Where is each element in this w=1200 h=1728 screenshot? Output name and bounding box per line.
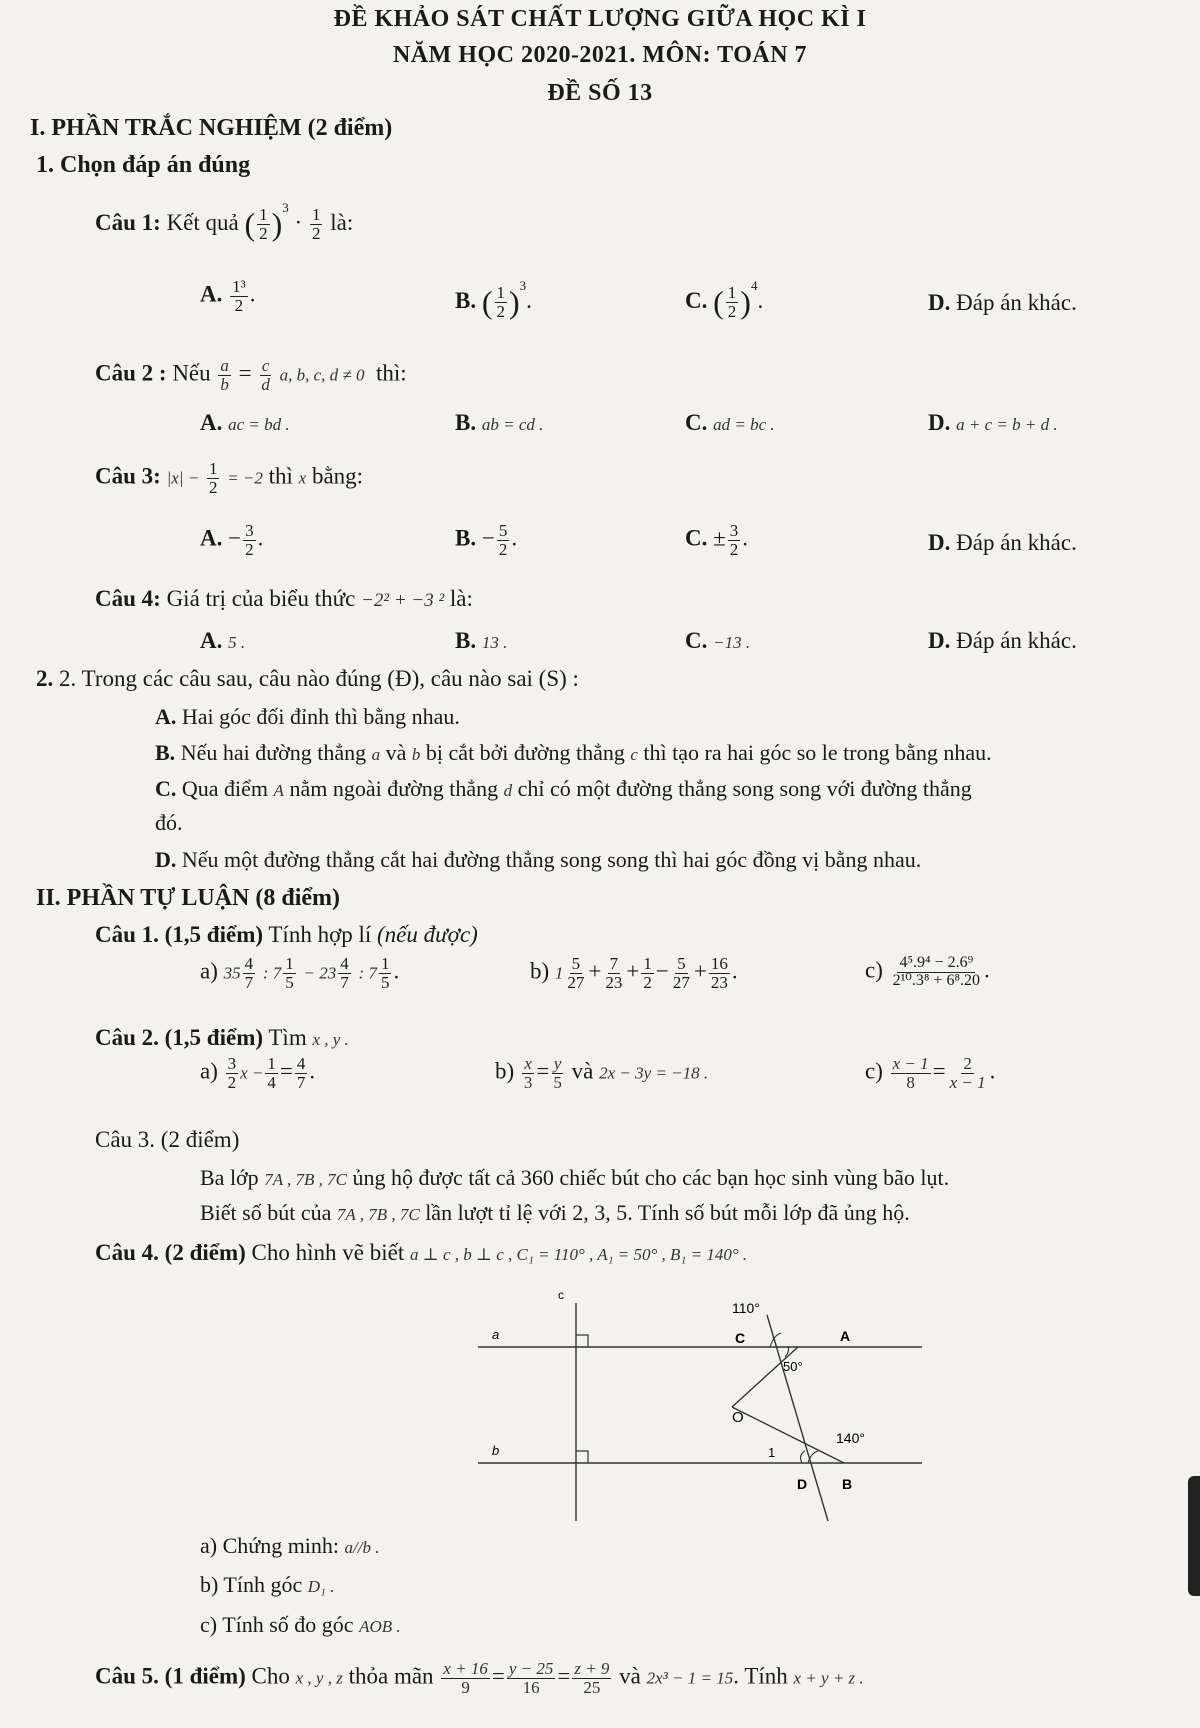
essay-2a: a) $\frac{3}{2}$ x − $\frac{1}{4}$ = $\frac{4}{7}$ . — [200, 1054, 316, 1092]
label-B: B — [842, 1476, 853, 1492]
q1-option-c: C. ( $\frac{1}{2}$ )$^4$. — [685, 278, 764, 322]
essay-1b: b) 1 $\frac{5}{27}$ + $\frac{7}{23}$ + $\frac{1}{2}$ − $\frac{5}{27}$ + $\frac{16}{23}$ . — [530, 954, 738, 992]
label-C: C — [735, 1330, 746, 1346]
q1-label: Câu 1: — [95, 210, 161, 235]
part1-subtitle-2: 2. 2. Trong các câu sau, câu nào đúng (Đ), câu nào sai (S) : — [36, 666, 579, 691]
geometry-figure — [470, 1285, 930, 1525]
question-2: Câu 2 : Nếu $\frac{a}{b}$ = $\frac{c}{d}$ a, b, c, d ≠ 0 thì: — [95, 356, 407, 394]
arc-D1 — [801, 1451, 805, 1463]
essay-2: Câu 2. (1,5 điểm) Tìm x , y . — [95, 1025, 349, 1050]
essay-1c: c) $\frac{\text{4⁵.9⁴ − 2.6⁹}}{\text{2¹⁰.3⁸ + 6⁸.20}}$ . — [865, 954, 990, 989]
essay-3-line1: Ba lớp 7A , 7B , 7C ủng hộ được tất cả 360 chiếc bút cho các bạn học sinh vùng bão lụt. — [200, 1165, 950, 1190]
statement-c-cont: đó. — [155, 810, 183, 835]
label-c: c — [558, 1288, 564, 1302]
right-angle-a — [576, 1335, 588, 1347]
question-4: Câu 4: Giá trị của biểu thức −2² + −3 ² là: — [95, 586, 473, 611]
label-b: b — [492, 1443, 500, 1458]
q1-text: Kết quả — [166, 210, 239, 235]
exam-subtitle: NĂM HỌC 2020-2021. MÔN: TOÁN 7 — [392, 42, 808, 68]
q3-option-c: C. ± $\frac{3}{2}$ . — [685, 521, 748, 559]
label-1: 1 — [768, 1445, 776, 1460]
segment-AO — [732, 1347, 798, 1407]
statement-d: D. Nếu một đường thẳng cắt hai đường thẳng song song thì hai góc đồng vị bằng nhau. — [155, 847, 922, 872]
q4-option-b: B. 13 . — [455, 628, 508, 653]
q4-option-a: A. 5 . — [200, 628, 246, 653]
statement-a: A. Hai góc đối đỉnh thì bằng nhau. — [155, 704, 460, 729]
q3-option-b: B. − $\frac{5}{2}$ . — [455, 521, 518, 559]
exam-number: ĐỀ SỐ 13 — [547, 80, 653, 106]
right-angle-b — [576, 1451, 588, 1463]
part1-subtitle: 1. Chọn đáp án đúng — [36, 152, 251, 178]
exam-title: ĐỀ KHẢO SÁT CHẤT LƯỢNG GIỮA HỌC KÌ I — [333, 6, 867, 32]
essay-1a: a) 35 $\frac{4}{7}$ : 7 $\frac{1}{5}$ − 23 $\frac{4}{7}$ : 7 $\frac{1}{5}$ . — [200, 954, 400, 992]
essay-3: Câu 3. (2 điểm) — [95, 1127, 240, 1152]
statement-b: B. Nếu hai đường thẳng a và b bị cắt bởi đường thẳng c thì tạo ra hai góc so le trong bằng nhau. — [155, 740, 992, 765]
essay-4a: a) Chứng minh: a//b . — [200, 1533, 380, 1558]
essay-5: Câu 5. (1 điểm) Cho x , y , z thỏa mãn $\frac{x + 16}{9}$ = $\frac{y - 25}{16}$ = $\frac{z + 9}{25}$ và 2x³ − 1 = 15. Tính x + y + z . — [95, 1659, 864, 1697]
q1-option-d: D. Đáp án khác. — [928, 290, 1077, 315]
essay-3-line2: Biết số bút của 7A , 7B , 7C lần lượt tỉ lệ với 2, 3, 5. Tính số bút mỗi lớp đã ủng hộ. — [200, 1200, 910, 1225]
essay-2b: b) $\frac{x}{3}$ = $\frac{y}{5}$ và 2x − 3y = −18 . — [495, 1054, 709, 1092]
label-140: 140° — [836, 1430, 865, 1446]
essay-2c: c) $\frac{x - 1}{8}$ = $\frac{2}{x - 1}$ . — [865, 1054, 996, 1092]
segment-OB — [732, 1407, 844, 1463]
label-A: A — [840, 1328, 851, 1344]
question-3: Câu 3: |x| − $\frac{1}{2}$ = −2 thì x bằng: — [95, 459, 364, 497]
q2-option-d: D. a + c = b + d . — [928, 410, 1058, 435]
essay-4: Câu 4. (2 điểm) Cho hình vẽ biết a ⊥ c , b ⊥ c , C₁ = 110° , A₁ = 50° , B₁ = 140° . — [95, 1240, 748, 1265]
label-110: 110° — [732, 1300, 760, 1316]
essay-4c: c) Tính số đo góc AOB . — [200, 1612, 401, 1637]
part1-title: I. PHẦN TRẮC NGHIỆM (2 điểm) — [30, 115, 393, 141]
part2-title: II. PHẦN TỰ LUẬN (8 điểm) — [36, 885, 340, 911]
label-O: O — [732, 1409, 744, 1426]
essay-1: Câu 1. (1,5 điểm) Tính hợp lí (nếu được) — [95, 922, 478, 947]
q4-option-c: C. −13 . — [685, 628, 751, 653]
q3-option-a: A. − $\frac{3}{2}$ . — [200, 521, 264, 559]
statement-c: C. Qua điểm A nằm ngoài đường thẳng d chỉ có một đường thẳng song song với đường thẳng — [155, 776, 972, 801]
q3-option-d: D. Đáp án khác. — [928, 530, 1077, 555]
q2-option-b: B. ab = cd . — [455, 410, 544, 435]
q2-option-a: A. ac = bd . — [200, 410, 290, 435]
q1-option-a: A. $\frac{\text{1³}}{2}$ . — [200, 277, 256, 315]
label-a: a — [492, 1327, 500, 1342]
label-50: 50° — [783, 1359, 803, 1374]
q4-option-d: D. Đáp án khác. — [928, 628, 1077, 653]
label-D: D — [797, 1476, 808, 1492]
q1-tail: là: — [330, 210, 354, 235]
q1-option-b: B. ( $\frac{1}{2}$ )$^3$. — [455, 278, 532, 322]
q2-option-c: C. ad = bc . — [685, 410, 775, 435]
question-1: Câu 1: Kết quả ( $\frac{1}{2}$ )$^3$ · $\frac{1}{2}$ là: — [95, 200, 354, 244]
essay-4b: b) Tính góc D₁ . — [200, 1572, 335, 1597]
page-edge-shadow — [1188, 1476, 1200, 1596]
